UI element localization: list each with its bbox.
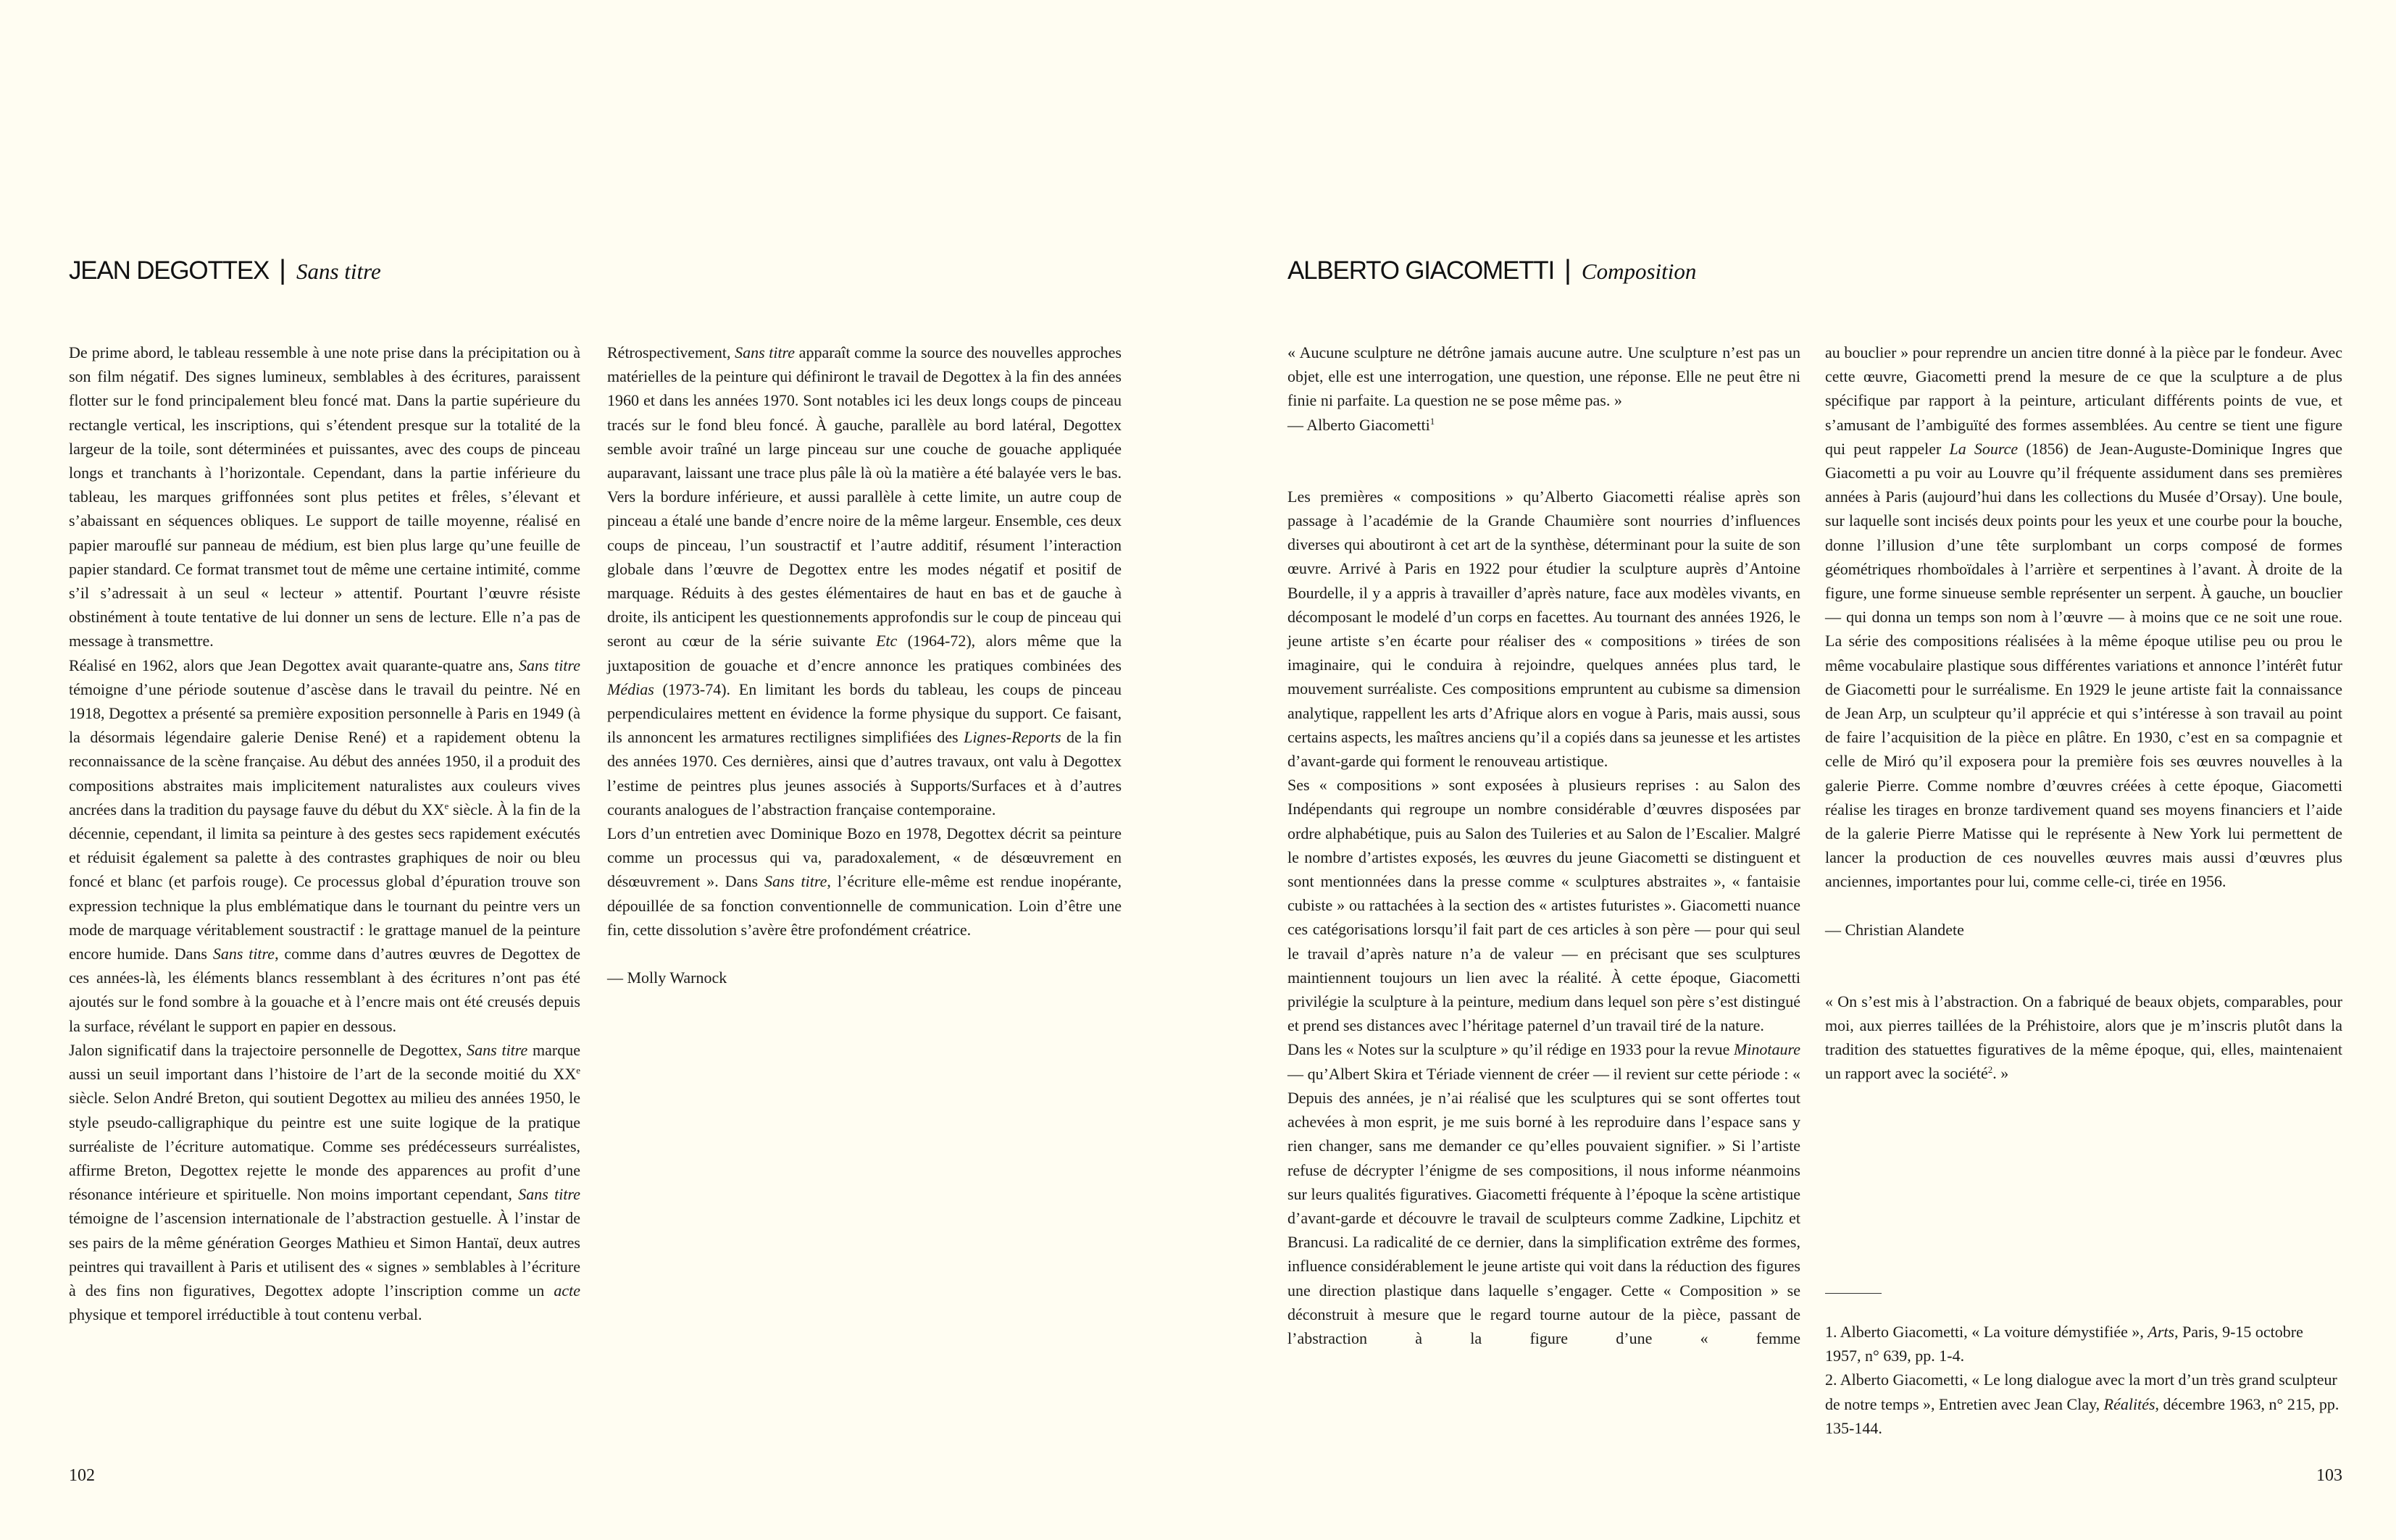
header-separator: | (1564, 255, 1571, 285)
text-run: Lors d’un entretien avec Dominique Bozo en 1978, Degottex décrit sa peinture comme un processus qui va, paradoxalement, « de désœuvrement en désœuvrement ». Dans (607, 824, 1122, 891)
italic-title: Sans titre (764, 872, 827, 891)
italic-title: Sans titre (735, 343, 796, 361)
work-title: Composition (1581, 259, 1697, 284)
italic-title: Sans titre (518, 1185, 580, 1204)
text-run: , décembre 1963, n° 215, pp. 135-144. (1825, 1394, 2339, 1437)
text-run: Jalon significatif dans la trajectoire personnelle de Degottex, (69, 1040, 467, 1059)
signature-paragraph (1825, 918, 2342, 942)
italic-title: Sans titre (212, 945, 275, 963)
para-paragraph (69, 653, 580, 1038)
para-paragraph (1287, 485, 1800, 773)
text-run: au bouclier » pour reprendre un ancien titre donné à la pièce par le fondeur. Avec cette œuvre, Giacometti prend la mesure de ce que la sculpture a de plus spécifique par rapport à la peinture, articulant différents points de vue, et s’amusant de l’ambiguïté des formes assemblées. Au centre se tient une figure qui peut rappeler (1825, 343, 2342, 458)
text-run: . » (1992, 1064, 2009, 1083)
footnote-ref: e (576, 1065, 580, 1076)
artist-name: ALBERTO GIACOMETTI (1287, 256, 1555, 285)
right-page-column-2 (1825, 340, 2342, 1086)
text-run: , l’écriture elle-même est rendue inopérante, dépouillée de sa fonction conventionnelle de communication. Loin d’être une fin, cette dissolution s’avère être profondément créatrice. (607, 872, 1122, 939)
text-run: Dans les « Notes sur la sculpture » qu’il rédige en 1933 pour la revue (1287, 1040, 1734, 1059)
italic-title: Médias (607, 679, 654, 698)
para-paragraph (1825, 340, 2342, 894)
right-page-header (1287, 255, 1696, 286)
split-paragraph (1287, 1037, 1800, 1350)
footnote-rule (1825, 1293, 1882, 1294)
italic-title: Sans titre (467, 1040, 528, 1059)
attribution-paragraph (1287, 413, 1800, 437)
footnote-ref: 1 (1429, 415, 1435, 427)
text-run: — Christian Alandete (1825, 920, 1964, 939)
text-run: — qu’Albert Skira et Tériade viennent de créer — il revient sur cette période : « Depuis des années, je n’ai réalisé que les sculptures qui se sont offertes tout achevées à mon esprit, je me suis borné à les reproduire dans l’espace sans y rien changer, sans me demander ce qu’elles pouvaient signifier. » Si l’artiste refuse de décrypter l’énigme de ses compositions, il nous informe néanmoins sur leurs qualités figuratives. Giacometti fréquente à l’époque la scène artistique d’avant-garde et découvre le travail de sculpteurs comme Zadkine, Lipchitz et Brancusi. La radicalité de ce dernier, dans la simplification extrême des formes, influence considérablement le jeune artiste qui voit dans la réduction des figures une direction plastique dans laquelle s’engager. Cette « Composition » se déconstruit à mesure que le regard tourne autour de la pièce, passant de l’abstraction à la figure d’une « femme (1287, 1064, 1800, 1347)
left-page-column-1 (69, 340, 580, 1326)
text-run: — Alberto Giacometti (1287, 415, 1430, 434)
italic-title: Réalités (2103, 1394, 2155, 1413)
text-run: (1964-72), alors même que la juxtaposition de gouache et d’encre annonce les pratiques combinées des (607, 632, 1122, 674)
italic-title: La Source (1949, 439, 2019, 458)
text-run: — Molly Warnock (607, 968, 727, 987)
text-run: physique et temporel irréductible à tout contenu verbal. (69, 1305, 422, 1324)
text-run: « On s’est mis à l’abstraction. On a fabriqué de beaux objets, comparables, pour moi, aux pierres taillées de la Préhistoire, alors que je m’inscris plutôt dans la tradition des statuettes figuratives de la même époque, qui, elles, maintenaient un rapport avec la société (1825, 992, 2342, 1083)
text-run: siècle. À la fin de la décennie, cependant, il limita sa peinture à des gestes secs rapidement exécutés et réduisit également sa palette à des contrastes graphiques de noir ou bleu foncé et blanc (et parfois rouge). Ce processus global d’épuration trouve son expression technique la plus emblématique dans le tournant du peintre vers un mode de marquage véritablement soustractif : le grattage manuel de la peinture encore humide. Dans (69, 800, 580, 963)
italic-title: acte (554, 1281, 580, 1300)
text-run: 1. Alberto Giacometti, « La voiture démystifiée », (1825, 1323, 2148, 1341)
para-paragraph (607, 340, 1122, 821)
text-run: , Paris, 9-15 octobre 1957, n° 639, pp. 1-4. (1825, 1323, 2303, 1365)
quote-paragraph (1825, 989, 2342, 1086)
text-run: apparaît comme la source des nouvelles approches matérielles de la peinture qui définiront le travail de Degottex à la fin des années 1960 et dans les années 1970. Sont notables ici les deux longs coups de pinceau tracés sur le fond bleu foncé. À gauche, parallèle au bord latéral, Degottex semble avoir traîné un large pinceau sur une couche de gouache appliquée auparavant, laissant une trace plus pâle là où la matière a été balayée vers le bas. Vers la bordure inférieure, et aussi parallèle à cette limite, un autre coup de pinceau a étalé une bande d’encre noire de la même largeur. Ensemble, ces deux coups de pinceau, l’un soustractif et l’autre additif, résument l’interaction globale dans l’œuvre de Degottex entre les modes négatif et positif de marquage. Réduits à des gestes élémentaires de haut en bas et de gauche à droite, ils anticipent les questionnements approfondis sur le coup de pinceau qui seront au cœur de la série suivante (607, 343, 1122, 650)
text-run: témoigne de l’ascension internationale de l’abstraction gestuelle. À l’instar de ses pairs de la même génération Georges Mathieu et Simon Hantaï, deux autres peintres qui travaillent à Paris et utilisent des « signes » semblables à l’écriture à des fins non figuratives, Degottex adopte l’inscription comme un (69, 1209, 580, 1300)
text-run: De prime abord, le tableau ressemble à une note prise dans la précipitation ou à son film négatif. Des signes lumineux, semblables à des écritures, paraissent flotter sur le fond principalement bleu foncé mat. Dans la partie supérieure du rectangle vertical, les inscriptions, qui s’étendent presque sur la totalité de la largeur de la toile, sont déterminées et puissantes, avec des coups de pinceau longs et tranchants à l’horizontale. Cependant, dans la partie inférieure du tableau, les marques griffonnées sont plus petites et frêles, s’élevant et s’abaissant en séquences obliques. Le support de taille moyenne, réalisé en papier marouflé sur panneau de médium, est bien plus large qu’une feuille de papier standard. Ce format transmet tout de même une certaine intimité, comme s’il s’adressait à un seul « lecteur » attentif. Pourtant l’œuvre résiste obstinément à toute tentative de lui donner un sens de lecture. Elle n’a pas de message à transmettre. (69, 343, 580, 650)
text-run: Les premières « compositions » qu’Alberto Giacometti réalise après son passage à l’académie de la Grande Chaumière sont nourries d’influences diverses qui aboutiront à cet art de la synthèse, déterminant pour la suite de son œuvre. Arrivé à Paris en 1922 pour étudier la sculpture auprès d’Antoine Bourdelle, il y a appris à travailler d’après nature, face aux modèles vivants, en décomposant le modelé d’un corps en facettes. Au tournant des années 1926, le jeune artiste s’en écarte pour réaliser des « compositions » tirées de son imaginaire, qui le conduira à rejoindre, quelques années plus tard, le mouvement surréaliste. Ces compositions empruntent au cubisme sa dimension analytique, rappellent les arts d’Afrique alors en vogue à Paris, mais aussi, sous certains aspects, les maîtres anciens qu’il a copiés dans sa jeunesse et les artistes d’avant-garde qui forment le renouveau artistique. (1287, 487, 1800, 771)
right-page-column-1 (1287, 340, 1800, 1350)
text-run: Réalisé en 1962, alors que Jean Degottex avait quarante-quatre ans, (69, 656, 519, 674)
footnote (1825, 1320, 2342, 1368)
para-paragraph (1287, 773, 1800, 1037)
italic-title: Etc (875, 632, 898, 650)
header-separator: | (279, 255, 286, 285)
para-paragraph (607, 821, 1122, 942)
text-run: Rétrospectivement, (607, 343, 735, 361)
text-run: témoigne d’une période soutenue d’ascèse dans le travail du peintre. Né en 1918, Degottex a présenté sa première exposition personnelle à Paris en 1949 (à la désormais légendaire galerie Denise René) et a rapidement obtenu la reconnaissance de la scène française. Au début des années 1950, il a produit des compositions abstraites mais implicitement naturalistes aux couleurs vives ancrées dans la tradition du paysage fauve du début du XX (69, 679, 580, 819)
page-number-right: 103 (2316, 1466, 2342, 1485)
left-page-header (69, 255, 381, 286)
left-page-column-2 (607, 340, 1122, 989)
text-run: (1856) de Jean-Auguste-Dominique Ingres que Giacometti a pu voir au Louvre qu’il fréquente assidument dans ses premières années à Paris (aujourd’hui dans les collections du Musée d’Orsay). Une boule, sur laquelle sont incisés deux points pour les yeux et une courbe pour la bouche, donne l’illusion d’une tête surplombant un corps composé de formes géométriques rhomboïdales à l’arrière et serpentines à l’avant. À droite de la figure, une forme sinueuse semble représenter un serpent. À gauche, un bouclier — qui donna un temps son nom à l’œuvre — à moins que ce ne soit une roue. La série des compositions réalisées à la même époque utilise peu ou prou le même vocabulaire plastique sous différentes variations et annonce l’intérêt futur de Giacometti pour le surréalisme. En 1929 le jeune artiste fait la connaissance de Jean Arp, un sculpteur qu’il apprécie et qui s’intéresse à son travail au point de faire l’acquisition de la pièce en plâtre. En 1930, c’est en sa compagnie et celle de Miró qu’il exposera pour la première fois ses œuvres nouvelles à la galerie Pierre. Comme nombre d’œuvres créées à cette époque, Giacometti réalise les tirages en bronze tardivement quand ses moyens financiers et l’aide de la galerie Pierre Matisse qui le représente à New York lui permettent de lancer la production de ces nouvelles œuvres mais aussi d’œuvres plus anciennes, importantes pour lui, comme celle-ci, tirée en 1956. (1825, 439, 2342, 891)
footnote-ref: 2 (1987, 1064, 1993, 1076)
artist-name: JEAN DEGOTTEX (69, 256, 270, 285)
text-run: « Aucune sculpture ne détrône jamais aucune autre. Une sculpture n’est pas un objet, elle est une interrogation, une question, une réponse. Elle ne peut être ni finie ni parfaite. La question ne se pose même pas. » (1287, 343, 1800, 410)
para-paragraph (69, 1038, 580, 1326)
footnote (1825, 1368, 2342, 1440)
quote-paragraph (1287, 340, 1800, 413)
work-title: Sans titre (296, 259, 381, 284)
italic-title: Minotaure (1733, 1040, 1800, 1059)
text-run: 2. Alberto Giacometti, « Le long dialogue avec la mort d’un très grand sculpteur de notre temps », Entretien avec Jean Clay, (1825, 1370, 2337, 1413)
text-run: de la fin des années 1970. Ces dernières, ainsi que d’autres travaux, ont valu à Degottex l’estime de peintres plus jeunes associés à Supports/Surfaces et à d’autres courants analogues de l’abstraction française contemporaine. (607, 728, 1122, 819)
text-run: marque aussi un seuil important dans l’histoire de l’art de la seconde moitié du XX (69, 1040, 580, 1084)
text-run: , comme dans d’autres œuvres de Degottex de ces années-là, les éléments blancs ressemblant à des écritures n’ont pas été ajoutés sur le fond sombre à la gouache et à l’encre mais ont été creusés depuis la surface, révélant le support en papier en dessous. (69, 945, 580, 1035)
para-paragraph (69, 340, 580, 653)
italic-title: Sans titre (518, 656, 580, 674)
footnotes (1825, 1293, 2342, 1440)
text-run: (1973-74). En limitant les bords du tableau, les coups de pinceau perpendiculaires mettent en évidence la forme physique du support. Ce faisant, ils annoncent les armatures rectilignes simplifiées des (607, 679, 1122, 747)
signature-paragraph (607, 966, 1122, 989)
text-run: Ses « compositions » sont exposées à plusieurs reprises : au Salon des Indépendants qui regroupe un nombre considérable d’œuvres disposées par ordre alphabétique, puis au Salon des Tuileries et au Salon de l’Escalier. Malgré le nombre d’artistes exposés, les œuvres du jeune Giacometti se distinguent et sont mentionnées dans la presse comme « sculptures abstraites », « fantaisie cubiste » ou rattachées à la section des « artistes futuristes ». Giacometti nuance ces catégorisations lorsqu’il fait part de ces articles à son père — pour qui seul le travail d’après nature n’a de valeur — en précisant que ses sculptures maintiennent toujours un lien avec la réalité. À cette époque, Giacometti privilégie la sculpture à la peinture, medium dans lequel son père s’est distingué et prend ses distances avec l’héritage paternel d’un travail tiré de la nature. (1287, 776, 1800, 1035)
footnote-ref: e (444, 800, 449, 811)
italic-title: Lignes-Reports (964, 728, 1061, 747)
page-number-left: 102 (69, 1466, 95, 1485)
italic-title: Arts (2147, 1323, 2175, 1341)
text-run: siècle. Selon André Breton, qui soutient Degottex au milieu des années 1950, le style pseudo-calligraphique du peintre est une suite logique de la pratique surréaliste de l’écriture automatique. Comme ses prédécesseurs surréalistes, affirme Breton, Degottex rejette le monde des apparences au profit d’une résonance intérieure et spirituelle. Non moins important cependant, (69, 1089, 580, 1204)
